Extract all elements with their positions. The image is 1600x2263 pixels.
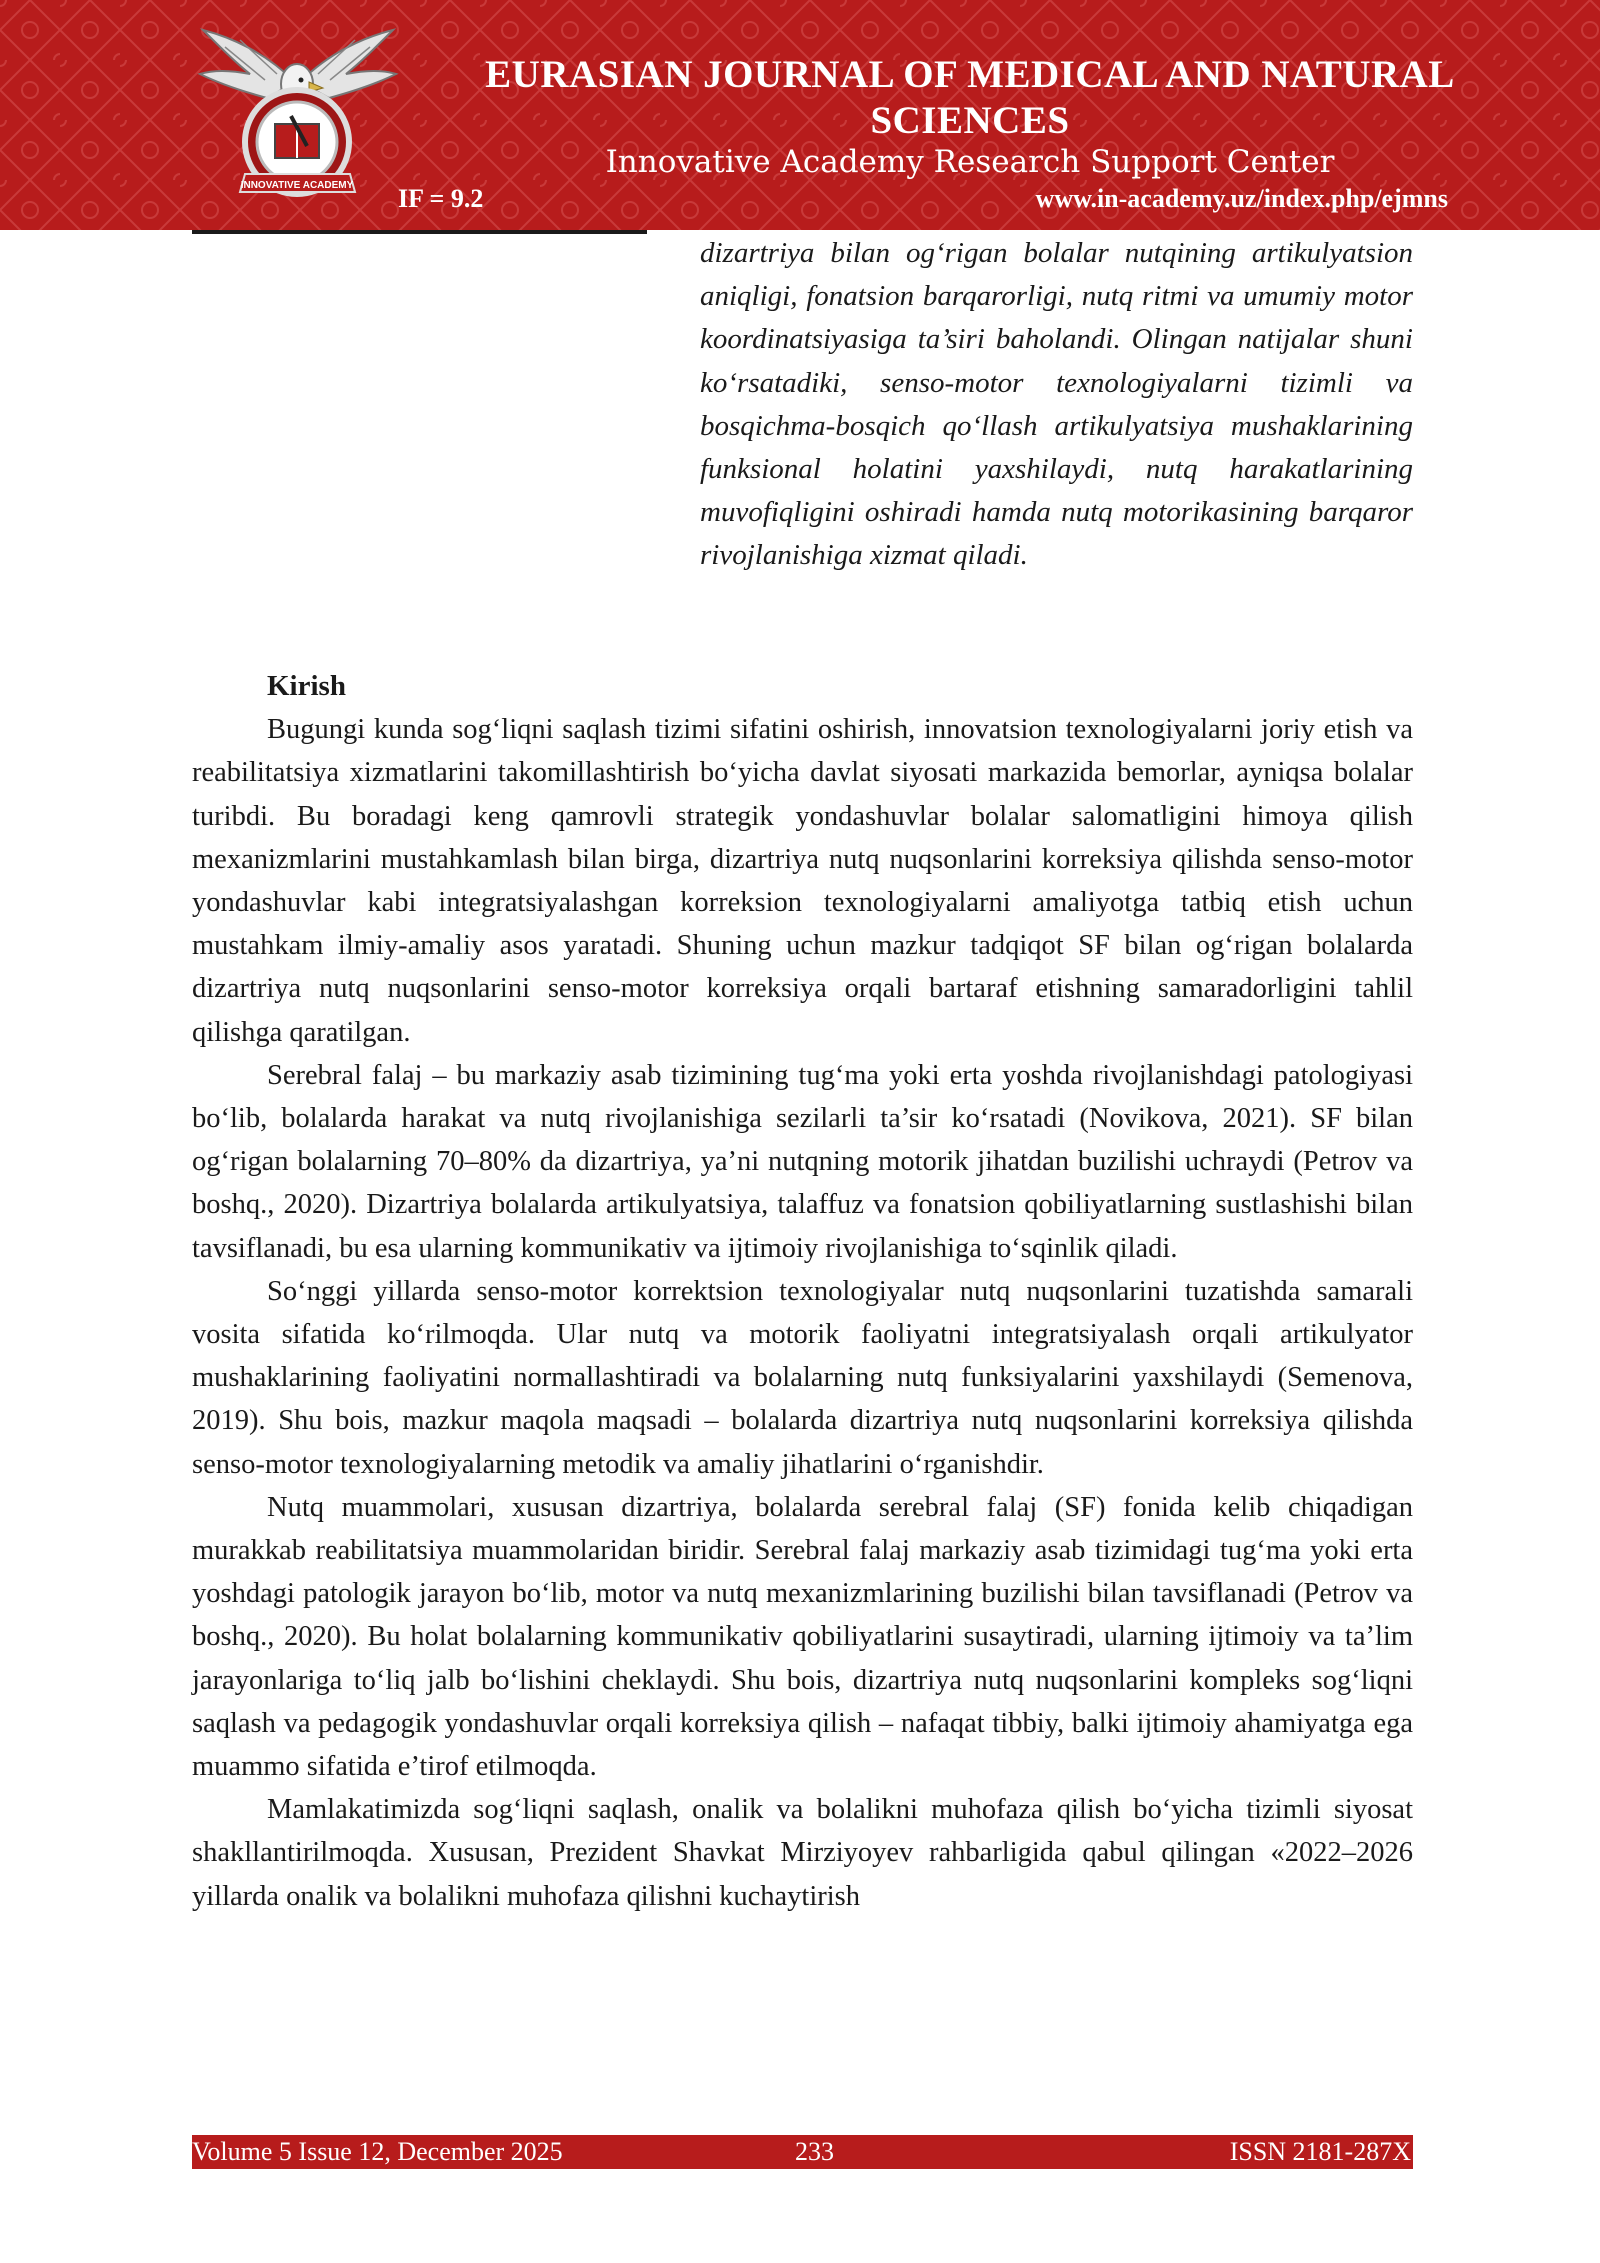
journal-subtitle: Innovative Academy Research Support Center — [605, 144, 1335, 180]
section-heading: Kirish — [267, 670, 346, 702]
paragraph: So‘nggi yillarda senso-motor korrektsion texnologiyalar nutq nuqsonlarini tuzatishda samarali vosita sifatida ko‘rilmoqda. Ular nutq va motorik faoliyatni integratsiyalash orqali artikulyator mushaklarining faoliyatini normallashtiradi va bolalarning nutq funksiyalarini yaxshilaydi (Semenova, 2019). Shu bois, mazkur maqola maqsadi – bolalarda dizartriya nutq nuqsonlarini korreksiya qilishda senso-motor texnologiyalarning metodik va amaliy jihatlarini o‘rganishdir. — [192, 1275, 1413, 1480]
volume-issue-label: Volume 5 Issue 12, December 2025 — [192, 2137, 563, 2166]
paragraph: Serebral falaj – bu markaziy asab tizimining tug‘ma yoki erta yoshda rivojlanishdagi patologiyasi bo‘lib, bolalarda harakat va nutq rivojlanishiga sezilarli ta’sir ko‘rsatadi (Novikova, 2021). SF bilan og‘rigan bolalarning 70–80% da dizartriya, ya’ni nutqning motorik jihatdan buzilishi uchraydi (Petrov va boshq., 2020). Dizartriya bolalarda artikulyatsiya, talaffuz va fonatsion qobiliyatlarning sustlashishi bilan tavsiflanadi, bu esa ularning kommunikativ va ijtimoiy rivojlanishiga to‘sqinlik qiladi. — [192, 1059, 1413, 1264]
paragraph: Nutq muammolari, xususan dizartriya, bolalarda serebral falaj (SF) fonida kelib chiqadigan murakkab reabilitatsiya muammolaridan biridir. Serebral falaj markaziy asab tizimidagi tug‘ma yoki erta yoshdagi patologik jarayon bo‘lib, motor va nutq mexanizmlarining buzilishi bilan tavsiflanadi (Petrov va boshq., 2020). Bu holat bolalarning kommunikativ qobiliyatlarini susaytiradi, ularning ijtimoiy va ta’lim jarayonlariga to‘liq jalb bo‘lishini cheklaydi. Shu bois, dizartriya nutq nuqsonlarini kompleks sog‘liqni saqlash va pedagogik yondashuvlar orqali korreksiya qilish – nafaqat tibbiy, balki ijtimoiy ahamiyatga ega muammo sifatida e’tirof etilmoqda. — [192, 1491, 1413, 1783]
article-body — [192, 665, 1413, 1918]
paragraph: Bugungi kunda sog‘liqni saqlash tizimi sifatini oshirish, innovatsion texnologiyalarni joriy etish va reabilitatsiya xizmatlarini takomillashtirish bo‘yicha davlat siyosati markazida bemorlar, ayniqsa bolalar turibdi. Bu boradagi keng qamrovli strategik yondashuvlar bolalar salomatligini himoya qilish mexanizmlarini mustahkamlash bilan birga, dizartriya nutq nuqsonlarini korreksiya qilishda senso-motor yondashuvlar kabi integratsiyalashgan korreksion texnologiyalarni amaliyotga tatbiq etish uchun mustahkam ilmiy-amaliy asos yaratadi. Shuning uchun mazkur tadqiqot SF bilan og‘rigan bolalarda dizartriya nutq nuqsonlarini senso-motor korreksiya orqali bartaraf etishning samaradorligini tahlil qilishga qaratilgan. — [192, 714, 1413, 1048]
abstract-text: dizartriya bilan og‘rigan bolalar nutqining artikulyatsion aniqligi, fonatsion barqarorligi, nutq ritmi va umumiy motor koordinatsiyasiga ta’siri baholandi. Olingan natijalar shuni ko‘rsatadiki, senso-motor texnologiyalarni tizimli va bosqichma-bosqich qo‘llash artikulyatsiya mushaklarining funksional holatini yaxshilaydi, nutq harakatlarining muvofiqligini oshiradi hamda nutq motorikasining barqaror rivojlanishiga xizmat qiladi. — [700, 237, 1413, 572]
innovative-academy-eagle-logo — [195, 12, 400, 212]
issn-label: ISSN 2181-287X — [1229, 2137, 1411, 2166]
page-footer — [192, 2135, 1413, 2169]
journal-url-link[interactable]: www.in-academy.uz/index.php/ejmns — [1035, 184, 1448, 213]
logo-ribbon-text: INNOVATIVE ACADEMY — [240, 180, 354, 191]
journal-title: EURASIAN JOURNAL OF MEDICAL AND NATURAL SCIENCES — [485, 53, 1455, 142]
header-divider — [192, 230, 647, 234]
page-number: 233 — [795, 2137, 834, 2166]
paragraph: Mamlakatimizda sog‘liqni saqlash, onalik va bolalikni muhofaza qilish bo‘yicha tizimli siyosat shakllantirilmoqda. Xususan, Prezident Shavkat Mirziyoyev rahbarligida qabul qilingan «2022–2026 yillarda onalik va bolalikni muhofaza qilishni kuchaytirish — [192, 1794, 1413, 1912]
impact-factor: IF = 9.2 — [398, 184, 484, 213]
journal-header — [0, 0, 1600, 230]
